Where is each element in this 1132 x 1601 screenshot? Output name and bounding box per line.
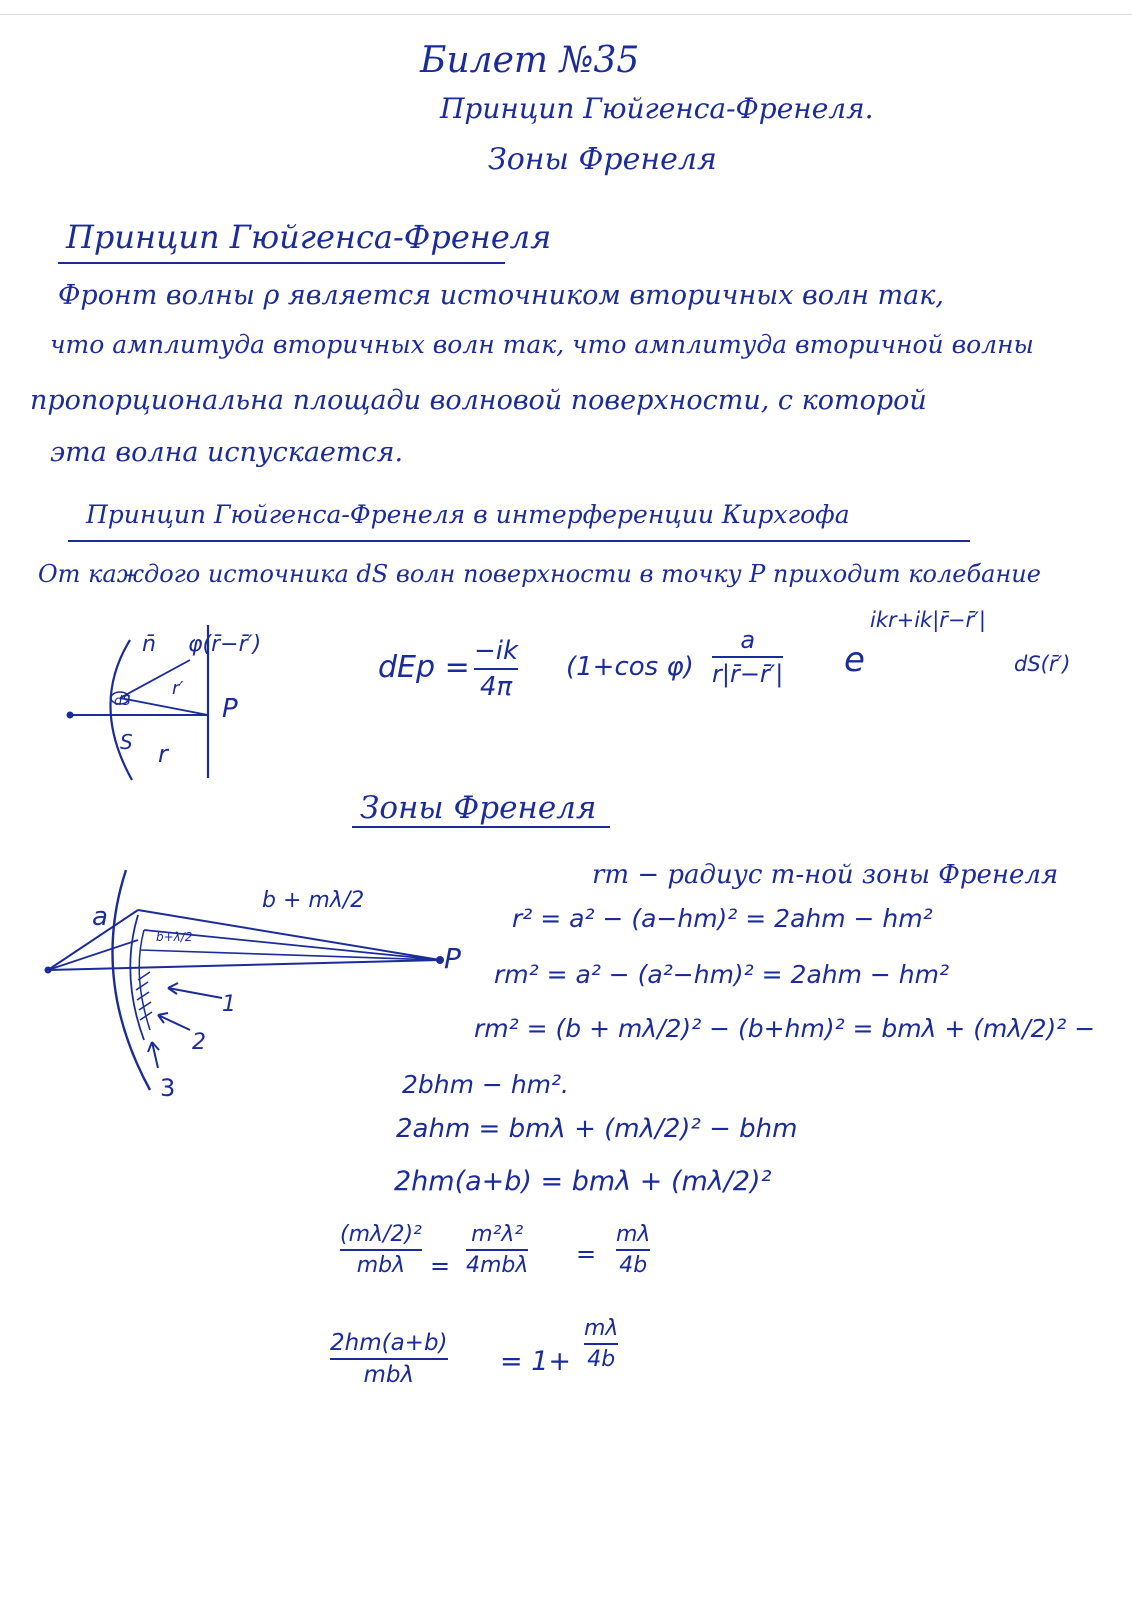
label-r: r	[158, 740, 168, 768]
fraction-bar	[616, 1249, 650, 1251]
amp-denominator: r|r̄−r̄′|	[712, 660, 784, 688]
label-zone-3: 3	[160, 1074, 176, 1102]
paragraph-line-4: эта волна испускается.	[50, 437, 404, 468]
radius-a-2	[48, 940, 138, 970]
source-point	[67, 712, 74, 719]
frac-denominator: 4b	[587, 1347, 616, 1372]
section-heading-kirchhoff: Принцип Гюйгенса-Френеля в интерференции Кирхгофа	[86, 500, 850, 529]
label-p: P	[222, 694, 238, 724]
fraction-2a	[330, 1330, 448, 1388]
formula-lhs: dEp =	[378, 650, 470, 685]
frac-numerator: (mλ/2)²	[340, 1222, 422, 1247]
section-heading-fresnel-zones: Зоны Френеля	[360, 790, 597, 826]
label-r-prime: r′	[172, 678, 184, 699]
fraction-1c	[616, 1222, 650, 1278]
kirchhoff-statement: От каждого источника dS волн поверхности в точку P приходит колебание	[38, 560, 1041, 588]
source-point	[45, 967, 52, 974]
equals-sign: =	[576, 1240, 597, 1268]
fraction-1b	[466, 1222, 528, 1278]
paragraph-line-1: Фронт волны ρ является источником вторичных волн так,	[58, 280, 944, 311]
label-normal: n̄	[142, 632, 156, 657]
frac-denominator: mbλ	[356, 1253, 406, 1278]
equation-5: 2ahm = bmλ + (mλ/2)² − bhm	[396, 1114, 798, 1144]
heading-underline	[58, 262, 505, 264]
ticket-title: Билет №35	[420, 40, 640, 81]
fraction-bar	[584, 1343, 618, 1345]
fraction-bar	[474, 668, 518, 670]
header-subtitle-principle: Принцип Гюйгенса-Френеля.	[440, 92, 874, 125]
frac-denominator: 4mbλ	[466, 1253, 529, 1278]
fraction-bar	[712, 656, 783, 658]
paragraph-line-2: что амплитуда вторичных волн так, что амплитуда вторичной волны	[50, 330, 1034, 359]
equation-2: rm² = a² − (a²−hm)² = 2ahm − hm²	[494, 960, 950, 989]
frac-numerator: mλ	[584, 1316, 619, 1341]
label-outer-ray: b + mλ/2	[262, 888, 365, 913]
formula-exponent: ikr+ik|r̄−r̄′|	[870, 608, 987, 632]
frac-numerator: mλ	[616, 1222, 651, 1247]
equation-3: rm² = (b + mλ/2)² − (b+hm)² = bmλ + (mλ/2)² −	[474, 1014, 1096, 1043]
fraction-2b	[584, 1316, 618, 1372]
frac-denominator: 4b	[619, 1253, 648, 1278]
frac-numerator: 2hm(a+b)	[330, 1330, 448, 1356]
point-p	[436, 956, 444, 964]
fraction-bar	[330, 1358, 448, 1360]
coef-denominator: 4π	[479, 672, 513, 702]
equation-1: r² = a² − (a−hm)² = 2ahm − hm²	[512, 904, 933, 933]
fraction-2-rhs: = 1+	[500, 1346, 572, 1377]
paragraph-line-3: пропорциональна площади волновой поверхности, с которой	[30, 385, 927, 416]
header-subtitle-zones: Зоны Френеля	[488, 142, 717, 177]
heading-underline	[68, 540, 970, 542]
label-inner-ray: b+λ/2	[156, 930, 193, 944]
label-a: a	[92, 902, 108, 932]
heading-underline	[352, 826, 610, 828]
formula-ds: dS(r̄′)	[1014, 652, 1071, 676]
frac-numerator: m²λ²	[471, 1222, 524, 1247]
rm-definition: rm − радиус m-ной зоны Френеля	[592, 860, 1059, 890]
fraction-1a	[340, 1222, 422, 1278]
label-zone-1: 1	[222, 992, 236, 1017]
equation-4: 2bhm − hm².	[402, 1070, 569, 1099]
equation-6: 2hm(a+b) = bmλ + (mλ/2)²	[394, 1166, 772, 1197]
formula-amplitude-fraction	[712, 626, 783, 688]
label-ds: dS	[114, 694, 131, 709]
fraction-bar	[340, 1249, 422, 1251]
formula-obliquity: (1+cos φ)	[566, 652, 694, 682]
label-phi: φ(r̄−r̄′)	[188, 632, 262, 657]
zone-hatching	[136, 972, 152, 1020]
coef-numerator: −ik	[474, 636, 519, 666]
label-zone-2: 2	[192, 1030, 206, 1055]
frac-denominator: mbλ	[363, 1362, 415, 1388]
formula-coef-fraction	[474, 636, 518, 702]
fraction-bar	[466, 1249, 528, 1251]
label-p: P	[444, 942, 461, 975]
formula-exp-base: e	[844, 640, 865, 680]
label-s: S	[120, 730, 133, 754]
wave-surface-arc	[110, 640, 132, 780]
ray-to-p	[120, 698, 208, 715]
amp-numerator: a	[740, 626, 756, 654]
main-axis	[48, 960, 440, 970]
equals-sign: =	[430, 1252, 451, 1280]
section-heading-huygens-fresnel: Принцип Гюйгенса-Френеля	[66, 218, 552, 256]
scan-top-edge	[0, 14, 1132, 15]
